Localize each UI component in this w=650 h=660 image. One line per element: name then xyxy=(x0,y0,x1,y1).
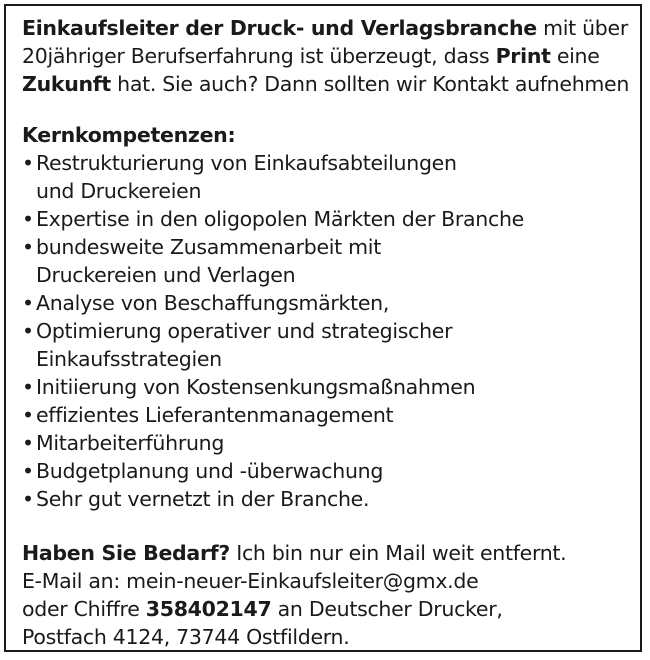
intro-paragraph xyxy=(22,14,632,98)
list-item: • Restrukturierung von Einkaufsabteilungen und Druckereien xyxy=(22,149,622,205)
list-item: • effizientes Lieferantenmanagement xyxy=(22,401,622,429)
contact-text: an Deutscher Drucker, xyxy=(271,597,503,621)
intro-text: 20jähriger Berufserfahrung ist überzeugt, dass xyxy=(22,44,496,68)
contact-paragraph xyxy=(22,539,632,651)
contact-line xyxy=(22,595,632,623)
list-item: • Mitarbeiterführung xyxy=(22,429,622,457)
list-item: • Sehr gut vernetzt in der Branche. xyxy=(22,485,622,513)
list-item: • Expertise in den oligopolen Märkten der Branche xyxy=(22,205,622,233)
competencies-heading: Kernkompetenzen: xyxy=(22,123,236,147)
list-item: • Initiierung von Kostensenkungsmaßnahmen xyxy=(22,373,622,401)
intro-line xyxy=(22,14,632,42)
contact-text: Ich bin nur ein Mail weit entfernt. xyxy=(230,541,567,565)
intro-line xyxy=(22,42,632,70)
job-title: Einkaufsleiter der Druck- und Verlagsbranche xyxy=(22,16,537,40)
classified-ad xyxy=(4,4,642,652)
intro-text: mit über xyxy=(536,16,628,40)
address-line: Postfach 4124, 73744 Ostfildern. xyxy=(22,625,350,649)
chiffre-number: 358402147 xyxy=(145,597,272,621)
question-bold: Haben Sie Bedarf? xyxy=(22,541,230,565)
emphasis-print: Print xyxy=(495,44,551,68)
competencies-list xyxy=(22,149,622,513)
list-item: • Budgetplanung und -überwachung xyxy=(22,457,622,485)
list-item: • Optimierung operativer und strategischer Einkaufsstrategien xyxy=(22,317,622,373)
intro-text: hat. Sie auch? Dann sollten wir Kontakt aufnehmen xyxy=(110,72,630,96)
emphasis-zukunft: Zukunft xyxy=(22,72,111,96)
contact-text: oder Chiffre xyxy=(22,597,146,621)
list-item: • Analyse von Beschaffungsmärkten, xyxy=(22,289,622,317)
contact-line xyxy=(22,539,632,567)
intro-line xyxy=(22,70,632,98)
email-line: E-Mail an: mein-neuer-Einkaufsleiter@gmx.de xyxy=(22,569,479,593)
list-item: • bundesweite Zusammenarbeit mit Druckereien und Verlagen xyxy=(22,233,622,289)
intro-text: eine xyxy=(550,44,600,68)
